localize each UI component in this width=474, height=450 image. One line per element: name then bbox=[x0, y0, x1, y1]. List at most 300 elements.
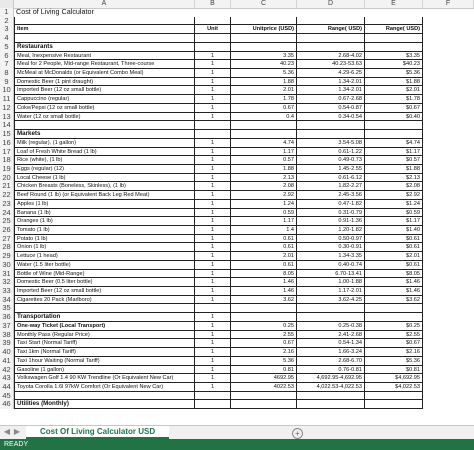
cell-e[interactable]: $3.35 bbox=[365, 52, 423, 61]
row-number[interactable]: 31 bbox=[0, 270, 14, 279]
cell-a[interactable]: Imported Beer (12 oz small bottle) bbox=[14, 287, 195, 296]
cell-b[interactable]: 1 bbox=[195, 52, 231, 61]
cell-c[interactable]: 1.17 bbox=[231, 148, 297, 157]
cell-e[interactable]: $2.13 bbox=[365, 174, 423, 183]
table-row bbox=[14, 60, 474, 69]
cell-b[interactable] bbox=[195, 392, 231, 401]
cell-d[interactable]: 0.50-0.97 bbox=[297, 235, 365, 244]
cell-a[interactable] bbox=[14, 304, 195, 313]
cell-a[interactable]: Apples (1 lb) bbox=[14, 200, 195, 209]
cell-b[interactable]: 1 bbox=[195, 200, 231, 209]
row-number[interactable]: 30 bbox=[0, 261, 14, 270]
row-number[interactable]: 20 bbox=[0, 174, 14, 183]
row-number[interactable]: 18 bbox=[0, 156, 14, 165]
cell-e[interactable]: $1.17 bbox=[365, 217, 423, 226]
column-header-d[interactable]: D bbox=[297, 0, 365, 8]
cell-c[interactable]: 1.24 bbox=[231, 200, 297, 209]
cell-e[interactable]: $2.16 bbox=[365, 348, 423, 357]
cell-e[interactable]: $0.25 bbox=[365, 322, 423, 331]
cell-e[interactable]: $3.62 bbox=[365, 296, 423, 305]
cell-d[interactable]: 2.68-6.70 bbox=[297, 357, 365, 366]
cell-c[interactable]: 0.25 bbox=[231, 322, 297, 331]
row-number[interactable]: 15 bbox=[0, 130, 14, 139]
row-number[interactable]: 7 bbox=[0, 60, 14, 69]
row-number[interactable]: 12 bbox=[0, 104, 14, 113]
cell-a[interactable]: Transportation bbox=[14, 313, 195, 322]
row-number[interactable]: 36 bbox=[0, 313, 14, 322]
cell-e[interactable] bbox=[365, 17, 423, 26]
cell-a[interactable]: Eggs (regular) (12) bbox=[14, 165, 195, 174]
row-number[interactable]: 16 bbox=[0, 139, 14, 148]
cell-e[interactable]: $0.57 bbox=[365, 156, 423, 165]
cell-c[interactable]: 1.46 bbox=[231, 287, 297, 296]
cell-b[interactable]: 1 bbox=[195, 261, 231, 270]
cell-c[interactable]: 2.01 bbox=[231, 252, 297, 261]
cell-e[interactable]: $0.61 bbox=[365, 235, 423, 244]
cell-c[interactable] bbox=[231, 17, 297, 26]
cell-b[interactable]: 1 bbox=[195, 252, 231, 261]
cell-a[interactable]: Beef Round (1 lb) (or Equivalent Back Leg Red Meat) bbox=[14, 191, 195, 200]
cell-a[interactable]: Cost of Living Calculator bbox=[16, 8, 94, 16]
cell-d[interactable]: 0.91-1.36 bbox=[297, 217, 365, 226]
cell-e[interactable]: $1.40 bbox=[365, 226, 423, 235]
cell-e[interactable]: $0.59 bbox=[365, 209, 423, 218]
row-number[interactable]: 14 bbox=[0, 121, 14, 130]
cell-d[interactable]: 2.68-4.02 bbox=[297, 52, 365, 61]
cell-a[interactable]: McMeal at McDonalds (or Equivalent Combo Meal) bbox=[14, 69, 195, 78]
cell-a[interactable]: Toyota Corolla 1.6l 97kW Comfort (Or Equivalent New Car) bbox=[14, 383, 195, 392]
table-row bbox=[14, 348, 474, 357]
column-header-b[interactable]: B bbox=[195, 0, 231, 8]
cell-c[interactable]: 40.23 bbox=[231, 60, 297, 69]
cell-e[interactable]: $4.74 bbox=[365, 139, 423, 148]
cell-a[interactable]: Local Cheese (1 lb) bbox=[14, 174, 195, 183]
row-number[interactable]: 28 bbox=[0, 243, 14, 252]
cell-c[interactable]: 0.57 bbox=[231, 156, 297, 165]
cell-c[interactable]: 0.81 bbox=[231, 366, 297, 375]
cell-e[interactable]: $5.36 bbox=[365, 357, 423, 366]
cell-e[interactable] bbox=[365, 34, 423, 43]
cell-b[interactable]: 1 bbox=[195, 322, 231, 331]
cell-e[interactable] bbox=[365, 121, 423, 130]
cell-e[interactable]: $0.81 bbox=[365, 366, 423, 375]
table-row bbox=[14, 296, 474, 305]
cell-b[interactable]: 1 bbox=[195, 339, 231, 348]
cell-e[interactable]: $0.61 bbox=[365, 261, 423, 270]
cell-b[interactable]: 1 bbox=[195, 60, 231, 69]
row-number[interactable]: 21 bbox=[0, 182, 14, 191]
row-number[interactable]: 37 bbox=[0, 322, 14, 331]
row-number[interactable]: 40 bbox=[0, 348, 14, 357]
table-row bbox=[14, 113, 474, 122]
cell-a[interactable]: Meal for 2 People, Mid-range Restaurant, Three-course bbox=[14, 60, 195, 69]
cell-d[interactable]: 1.34-2.01 bbox=[297, 78, 365, 87]
cell-b[interactable]: 1 bbox=[195, 139, 231, 148]
cell-b[interactable]: 1 bbox=[195, 209, 231, 218]
row-number[interactable]: 38 bbox=[0, 331, 14, 340]
row-number[interactable]: 8 bbox=[0, 69, 14, 78]
row-number[interactable]: 5 bbox=[0, 43, 14, 52]
cell-c[interactable]: 2.08 bbox=[231, 182, 297, 191]
cell-b[interactable]: 1 bbox=[195, 156, 231, 165]
sheet-tab-active[interactable]: Cost Of Living Calculator USD bbox=[26, 426, 169, 439]
cell-a[interactable]: Potato (1 lb) bbox=[14, 235, 195, 244]
cell-a[interactable]: Oranges (1 lb) bbox=[14, 217, 195, 226]
cell-b[interactable] bbox=[195, 130, 231, 139]
cell-b[interactable] bbox=[195, 43, 231, 52]
cell-d[interactable]: 0.54-1.34 bbox=[297, 339, 365, 348]
cell-b[interactable]: 1 bbox=[195, 86, 231, 95]
cell-c[interactable]: 1.78 bbox=[231, 95, 297, 104]
cell-d[interactable] bbox=[297, 392, 365, 401]
cell-a[interactable]: Milk (regular), (1 gallon) bbox=[14, 139, 195, 148]
cell-d[interactable]: 2.41-2.68 bbox=[297, 331, 365, 340]
cell-e[interactable]: $1.24 bbox=[365, 200, 423, 209]
cell-d[interactable]: 1.17-2.01 bbox=[297, 287, 365, 296]
cell-c[interactable]: 0.61 bbox=[231, 243, 297, 252]
cell-a[interactable]: Gasoline (1 gallon) bbox=[14, 366, 195, 375]
cell-d[interactable]: 0.49-0.73 bbox=[297, 156, 365, 165]
cell-b[interactable]: 1 bbox=[195, 148, 231, 157]
row-number[interactable]: 39 bbox=[0, 339, 14, 348]
cell-a[interactable]: Cigarettes 20 Pack (Marlboro) bbox=[14, 296, 195, 305]
cell-d[interactable]: 3.54-5.08 bbox=[297, 139, 365, 148]
cell-e[interactable] bbox=[365, 400, 423, 409]
sheet-tab-bar bbox=[0, 425, 474, 439]
cell-d[interactable]: 4.29-6.25 bbox=[297, 69, 365, 78]
cell-a[interactable]: Coke/Pepsi (12 oz small bottle) bbox=[14, 104, 195, 113]
cell-e[interactable]: $0.67 bbox=[365, 104, 423, 113]
cell-e[interactable]: $0.67 bbox=[365, 339, 423, 348]
row-number[interactable]: 29 bbox=[0, 252, 14, 261]
cell-b[interactable] bbox=[195, 304, 231, 313]
cell-a[interactable]: Lettuce (1 head) bbox=[14, 252, 195, 261]
tab-scroll-left-icon[interactable]: ◀ bbox=[3, 427, 11, 436]
cell-a[interactable]: One-way Ticket (Local Transport) bbox=[14, 322, 195, 331]
cell-c[interactable]: 0.4 bbox=[231, 113, 297, 122]
table-row bbox=[14, 121, 474, 130]
cell-a[interactable]: Taxi 1hour Waiting (Normal Tariff) bbox=[14, 357, 195, 366]
cell-d[interactable]: 3.62-4.25 bbox=[297, 296, 365, 305]
cell-c[interactable] bbox=[231, 392, 297, 401]
cell-b[interactable] bbox=[195, 34, 231, 43]
cell-d[interactable]: 1.45-2.55 bbox=[297, 165, 365, 174]
cell-b[interactable]: 1 bbox=[195, 278, 231, 287]
row-number[interactable]: 6 bbox=[0, 52, 14, 61]
cell-e[interactable]: $2.55 bbox=[365, 331, 423, 340]
cell-a[interactable]: Markets bbox=[14, 130, 195, 139]
cell-b[interactable]: 1 bbox=[195, 287, 231, 296]
cell-d[interactable]: 0.61-1.22 bbox=[297, 148, 365, 157]
cell-a[interactable] bbox=[14, 392, 195, 401]
cell-b[interactable]: 1 bbox=[195, 235, 231, 244]
cell-a[interactable]: Bottle of Wine (Mid-Range) bbox=[14, 270, 195, 279]
cell-c[interactable]: 4022.53 bbox=[231, 383, 297, 392]
cell-c[interactable]: Unitprice (USD) bbox=[231, 25, 297, 34]
cell-a[interactable]: Domestic Beer (0.5 liter bottle) bbox=[14, 278, 195, 287]
cell-d[interactable] bbox=[297, 400, 365, 409]
cell-a[interactable]: Chicken Breasts (Boneless, Skinless), (1 lb) bbox=[14, 182, 195, 191]
cell-b[interactable] bbox=[195, 8, 231, 17]
cell-b[interactable]: 1 bbox=[195, 383, 231, 392]
cell-d[interactable]: 0.54-0.87 bbox=[297, 104, 365, 113]
row-number[interactable]: 1 bbox=[0, 8, 14, 17]
status-bar bbox=[0, 439, 474, 450]
row-number[interactable]: 46 bbox=[0, 400, 14, 409]
table-row bbox=[14, 226, 474, 235]
cell-c[interactable]: 2.01 bbox=[231, 86, 297, 95]
cell-d[interactable]: Range( USD) bbox=[297, 25, 365, 34]
cell-e[interactable] bbox=[365, 313, 423, 322]
cell-d[interactable]: 6.70-13.41 bbox=[297, 270, 365, 279]
cell-c[interactable]: 1.4 bbox=[231, 226, 297, 235]
cell-b[interactable]: 1 bbox=[195, 182, 231, 191]
cell-c[interactable]: 2.92 bbox=[231, 191, 297, 200]
row-number[interactable]: 34 bbox=[0, 296, 14, 305]
cell-e[interactable]: $1.46 bbox=[365, 278, 423, 287]
cell-b[interactable]: 1 bbox=[195, 104, 231, 113]
cell-d[interactable]: 1.34-3.35 bbox=[297, 252, 365, 261]
row-number[interactable]: 35 bbox=[0, 304, 14, 313]
cell-b[interactable]: 1 bbox=[195, 217, 231, 226]
cell-d[interactable] bbox=[297, 304, 365, 313]
row-number[interactable]: 19 bbox=[0, 165, 14, 174]
cell-c[interactable]: 1.46 bbox=[231, 278, 297, 287]
cell-b[interactable]: 1 bbox=[195, 296, 231, 305]
cell-b[interactable] bbox=[195, 121, 231, 130]
table-row bbox=[14, 25, 474, 34]
row-number[interactable]: 24 bbox=[0, 209, 14, 218]
cell-d[interactable]: 4,692.95-4,692.95 bbox=[297, 374, 365, 383]
cell-a[interactable]: Item bbox=[14, 25, 195, 34]
cell-c[interactable]: 0.59 bbox=[231, 209, 297, 218]
cell-a[interactable]: Restaurants bbox=[14, 43, 195, 52]
row-number[interactable]: 45 bbox=[0, 392, 14, 401]
row-number[interactable]: 11 bbox=[0, 95, 14, 104]
cell-e[interactable] bbox=[365, 130, 423, 139]
cell-b[interactable]: 1 bbox=[195, 357, 231, 366]
row-number[interactable]: 10 bbox=[0, 86, 14, 95]
cell-e[interactable]: $1.88 bbox=[365, 78, 423, 87]
cell-b[interactable]: 1 bbox=[195, 348, 231, 357]
cell-a[interactable]: Rice (white), (1 lb) bbox=[14, 156, 195, 165]
cell-b[interactable]: Unit bbox=[195, 25, 231, 34]
cell-e[interactable]: $0.61 bbox=[365, 243, 423, 252]
cell-c[interactable] bbox=[231, 8, 297, 17]
table-row bbox=[14, 209, 474, 218]
cell-c[interactable]: 2.16 bbox=[231, 348, 297, 357]
row-number[interactable]: 17 bbox=[0, 148, 14, 157]
row-number[interactable]: 22 bbox=[0, 191, 14, 200]
cell-b[interactable]: 1 bbox=[195, 113, 231, 122]
table-row bbox=[14, 374, 474, 383]
cell-d[interactable]: 1.66-3.24 bbox=[297, 348, 365, 357]
cell-a[interactable]: Volkswagen Golf 1.4 90 KW Trendline (Or Equivalent New Car) bbox=[14, 374, 195, 383]
cell-e[interactable]: $1.88 bbox=[365, 165, 423, 174]
cell-a[interactable]: Meal, Inexpensive Restaurant bbox=[14, 52, 195, 61]
table-row bbox=[14, 243, 474, 252]
row-number[interactable]: 25 bbox=[0, 217, 14, 226]
cell-e[interactable] bbox=[365, 304, 423, 313]
row-number[interactable]: 43 bbox=[0, 374, 14, 383]
row-number[interactable]: 27 bbox=[0, 235, 14, 244]
cell-c[interactable]: 5.36 bbox=[231, 357, 297, 366]
cell-a[interactable]: Domestic Beer (1 pint draught) bbox=[14, 78, 195, 87]
cell-c[interactable]: 1.88 bbox=[231, 78, 297, 87]
cell-a[interactable] bbox=[14, 121, 195, 130]
cell-d[interactable]: 0.47-1.82 bbox=[297, 200, 365, 209]
cell-d[interactable] bbox=[297, 313, 365, 322]
column-header-e[interactable]: E bbox=[365, 0, 423, 8]
cell-a[interactable]: Tomato (1 lb) bbox=[14, 226, 195, 235]
row-number[interactable]: 3 bbox=[0, 25, 14, 34]
cell-b[interactable]: 1 bbox=[195, 174, 231, 183]
cell-d[interactable]: 40.23-53.63 bbox=[297, 60, 365, 69]
cell-a[interactable]: Taxi 1km (Normal Tariff) bbox=[14, 348, 195, 357]
row-number[interactable]: 44 bbox=[0, 383, 14, 392]
cell-e[interactable]: $4,692.95 bbox=[365, 374, 423, 383]
cell-a[interactable] bbox=[14, 34, 195, 43]
row-number[interactable]: 33 bbox=[0, 287, 14, 296]
cell-e[interactable]: $8.05 bbox=[365, 270, 423, 279]
cell-c[interactable] bbox=[231, 313, 297, 322]
cell-d[interactable]: 1.82-2.27 bbox=[297, 182, 365, 191]
cell-e[interactable]: $5.36 bbox=[365, 69, 423, 78]
column-header-a[interactable]: A bbox=[14, 0, 195, 8]
cell-c[interactable]: 0.67 bbox=[231, 104, 297, 113]
cell-c[interactable] bbox=[231, 43, 297, 52]
column-header-f[interactable]: F bbox=[423, 0, 474, 8]
cell-c[interactable]: 8.05 bbox=[231, 270, 297, 279]
cell-e[interactable]: $0.40 bbox=[365, 113, 423, 122]
cell-a[interactable]: Onion (1 lb) bbox=[14, 243, 195, 252]
cell-d[interactable]: 0.25-0.38 bbox=[297, 322, 365, 331]
cell-c[interactable]: 4692.95 bbox=[231, 374, 297, 383]
cell-c[interactable]: 2.55 bbox=[231, 331, 297, 340]
cell-b[interactable]: 1 bbox=[195, 78, 231, 87]
cell-b[interactable]: 1 bbox=[195, 191, 231, 200]
cell-d[interactable]: 1.20-1.82 bbox=[297, 226, 365, 235]
row-number[interactable]: 4 bbox=[0, 34, 14, 43]
cell-c[interactable] bbox=[231, 130, 297, 139]
cell-b[interactable]: 1 bbox=[195, 69, 231, 78]
cell-d[interactable]: 0.67-2.68 bbox=[297, 95, 365, 104]
cell-c[interactable] bbox=[231, 304, 297, 313]
cell-c[interactable]: 0.61 bbox=[231, 235, 297, 244]
cell-d[interactable] bbox=[297, 121, 365, 130]
cell-d[interactable]: 1.34-2.01 bbox=[297, 86, 365, 95]
cell-a[interactable] bbox=[14, 17, 195, 26]
cell-d[interactable]: 4,022.53-4,022.53 bbox=[297, 383, 365, 392]
cell-b[interactable]: 1 bbox=[195, 366, 231, 375]
cell-e[interactable]: $2.01 bbox=[365, 252, 423, 261]
table-row bbox=[14, 287, 474, 296]
cell-b[interactable]: 1 bbox=[195, 331, 231, 340]
cell-a[interactable]: Monthly Pass (Regular Price) bbox=[14, 331, 195, 340]
cell-c[interactable]: 3.35 bbox=[231, 52, 297, 61]
row-number[interactable]: 13 bbox=[0, 113, 14, 122]
cell-b[interactable]: 1 bbox=[195, 374, 231, 383]
cell-c[interactable]: 3.62 bbox=[231, 296, 297, 305]
cell-a[interactable]: Loaf of Fresh White Bread (1 lb) bbox=[14, 148, 195, 157]
cell-a[interactable]: Imported Beer (12 oz small bottle) bbox=[14, 86, 195, 95]
cell-e[interactable]: $2.01 bbox=[365, 86, 423, 95]
cell-c[interactable]: 0.67 bbox=[231, 339, 297, 348]
cell-d[interactable] bbox=[297, 34, 365, 43]
cell-d[interactable]: 0.76-0.81 bbox=[297, 366, 365, 375]
cell-b[interactable] bbox=[195, 400, 231, 409]
cell-b[interactable]: 1 bbox=[195, 270, 231, 279]
cell-e[interactable]: $40.23 bbox=[365, 60, 423, 69]
table-row bbox=[14, 86, 474, 95]
cell-d[interactable]: 1.00-1.88 bbox=[297, 278, 365, 287]
cell-d[interactable]: 0.40-0.74 bbox=[297, 261, 365, 270]
cell-d[interactable]: 0.61-6.12 bbox=[297, 174, 365, 183]
cell-e[interactable] bbox=[365, 8, 423, 17]
cell-c[interactable] bbox=[231, 400, 297, 409]
cell-a[interactable]: Water (1.5 liter bottle) bbox=[14, 261, 195, 270]
cell-a[interactable]: Banana (1 lb) bbox=[14, 209, 195, 218]
cell-c[interactable]: 4.74 bbox=[231, 139, 297, 148]
row-number[interactable]: 41 bbox=[0, 357, 14, 366]
cell-d[interactable]: 0.30-0.91 bbox=[297, 243, 365, 252]
cell-c[interactable]: 5.36 bbox=[231, 69, 297, 78]
row-number[interactable]: 26 bbox=[0, 226, 14, 235]
cell-b[interactable]: 1 bbox=[195, 226, 231, 235]
cell-e[interactable]: $1.46 bbox=[365, 287, 423, 296]
cell-d[interactable] bbox=[297, 43, 365, 52]
row-number[interactable]: 23 bbox=[0, 200, 14, 209]
column-header-c[interactable]: C bbox=[231, 0, 297, 8]
cell-e[interactable] bbox=[365, 392, 423, 401]
cell-d[interactable]: 0.31-0.79 bbox=[297, 209, 365, 218]
cell-e[interactable]: $2.08 bbox=[365, 182, 423, 191]
cell-e[interactable]: $1.78 bbox=[365, 95, 423, 104]
cell-c[interactable] bbox=[231, 121, 297, 130]
cell-d[interactable] bbox=[297, 8, 365, 17]
cell-d[interactable]: 2.45-3.56 bbox=[297, 191, 365, 200]
cell-c[interactable]: 1.88 bbox=[231, 165, 297, 174]
cell-b[interactable] bbox=[195, 17, 231, 26]
cell-c[interactable]: 2.13 bbox=[231, 174, 297, 183]
cell-c[interactable] bbox=[231, 34, 297, 43]
cell-a[interactable]: Cappuccino (regular) bbox=[14, 95, 195, 104]
cell-b[interactable]: 1 bbox=[195, 165, 231, 174]
add-sheet-icon[interactable]: + bbox=[292, 428, 303, 439]
cell-b[interactable]: 1 bbox=[195, 313, 231, 322]
cell-a[interactable]: Water (12 oz small bottle) bbox=[14, 113, 195, 122]
row-number[interactable]: 32 bbox=[0, 278, 14, 287]
cell-e[interactable]: $4,022.53 bbox=[365, 383, 423, 392]
cell-a[interactable]: Taxi Start (Normal Tariff) bbox=[14, 339, 195, 348]
cell-c[interactable]: 1.17 bbox=[231, 217, 297, 226]
cell-d[interactable] bbox=[297, 130, 365, 139]
cell-b[interactable]: 1 bbox=[195, 243, 231, 252]
cell-c[interactable]: 0.61 bbox=[231, 261, 297, 270]
cell-e[interactable]: $1.17 bbox=[365, 148, 423, 157]
cell-d[interactable] bbox=[297, 17, 365, 26]
tab-scroll-right-icon[interactable]: ▶ bbox=[13, 427, 21, 436]
cell-e[interactable] bbox=[365, 43, 423, 52]
cell-e[interactable]: Range( USD) bbox=[365, 25, 423, 34]
cell-e[interactable]: $2.92 bbox=[365, 191, 423, 200]
cell-b[interactable]: 1 bbox=[195, 95, 231, 104]
row-number[interactable]: 9 bbox=[0, 78, 14, 87]
cell-a[interactable]: Utilities (Monthly) bbox=[14, 400, 195, 409]
row-number[interactable]: 42 bbox=[0, 366, 14, 375]
cell-d[interactable]: 0.34-0.54 bbox=[297, 113, 365, 122]
row-number[interactable]: 2 bbox=[0, 17, 14, 26]
